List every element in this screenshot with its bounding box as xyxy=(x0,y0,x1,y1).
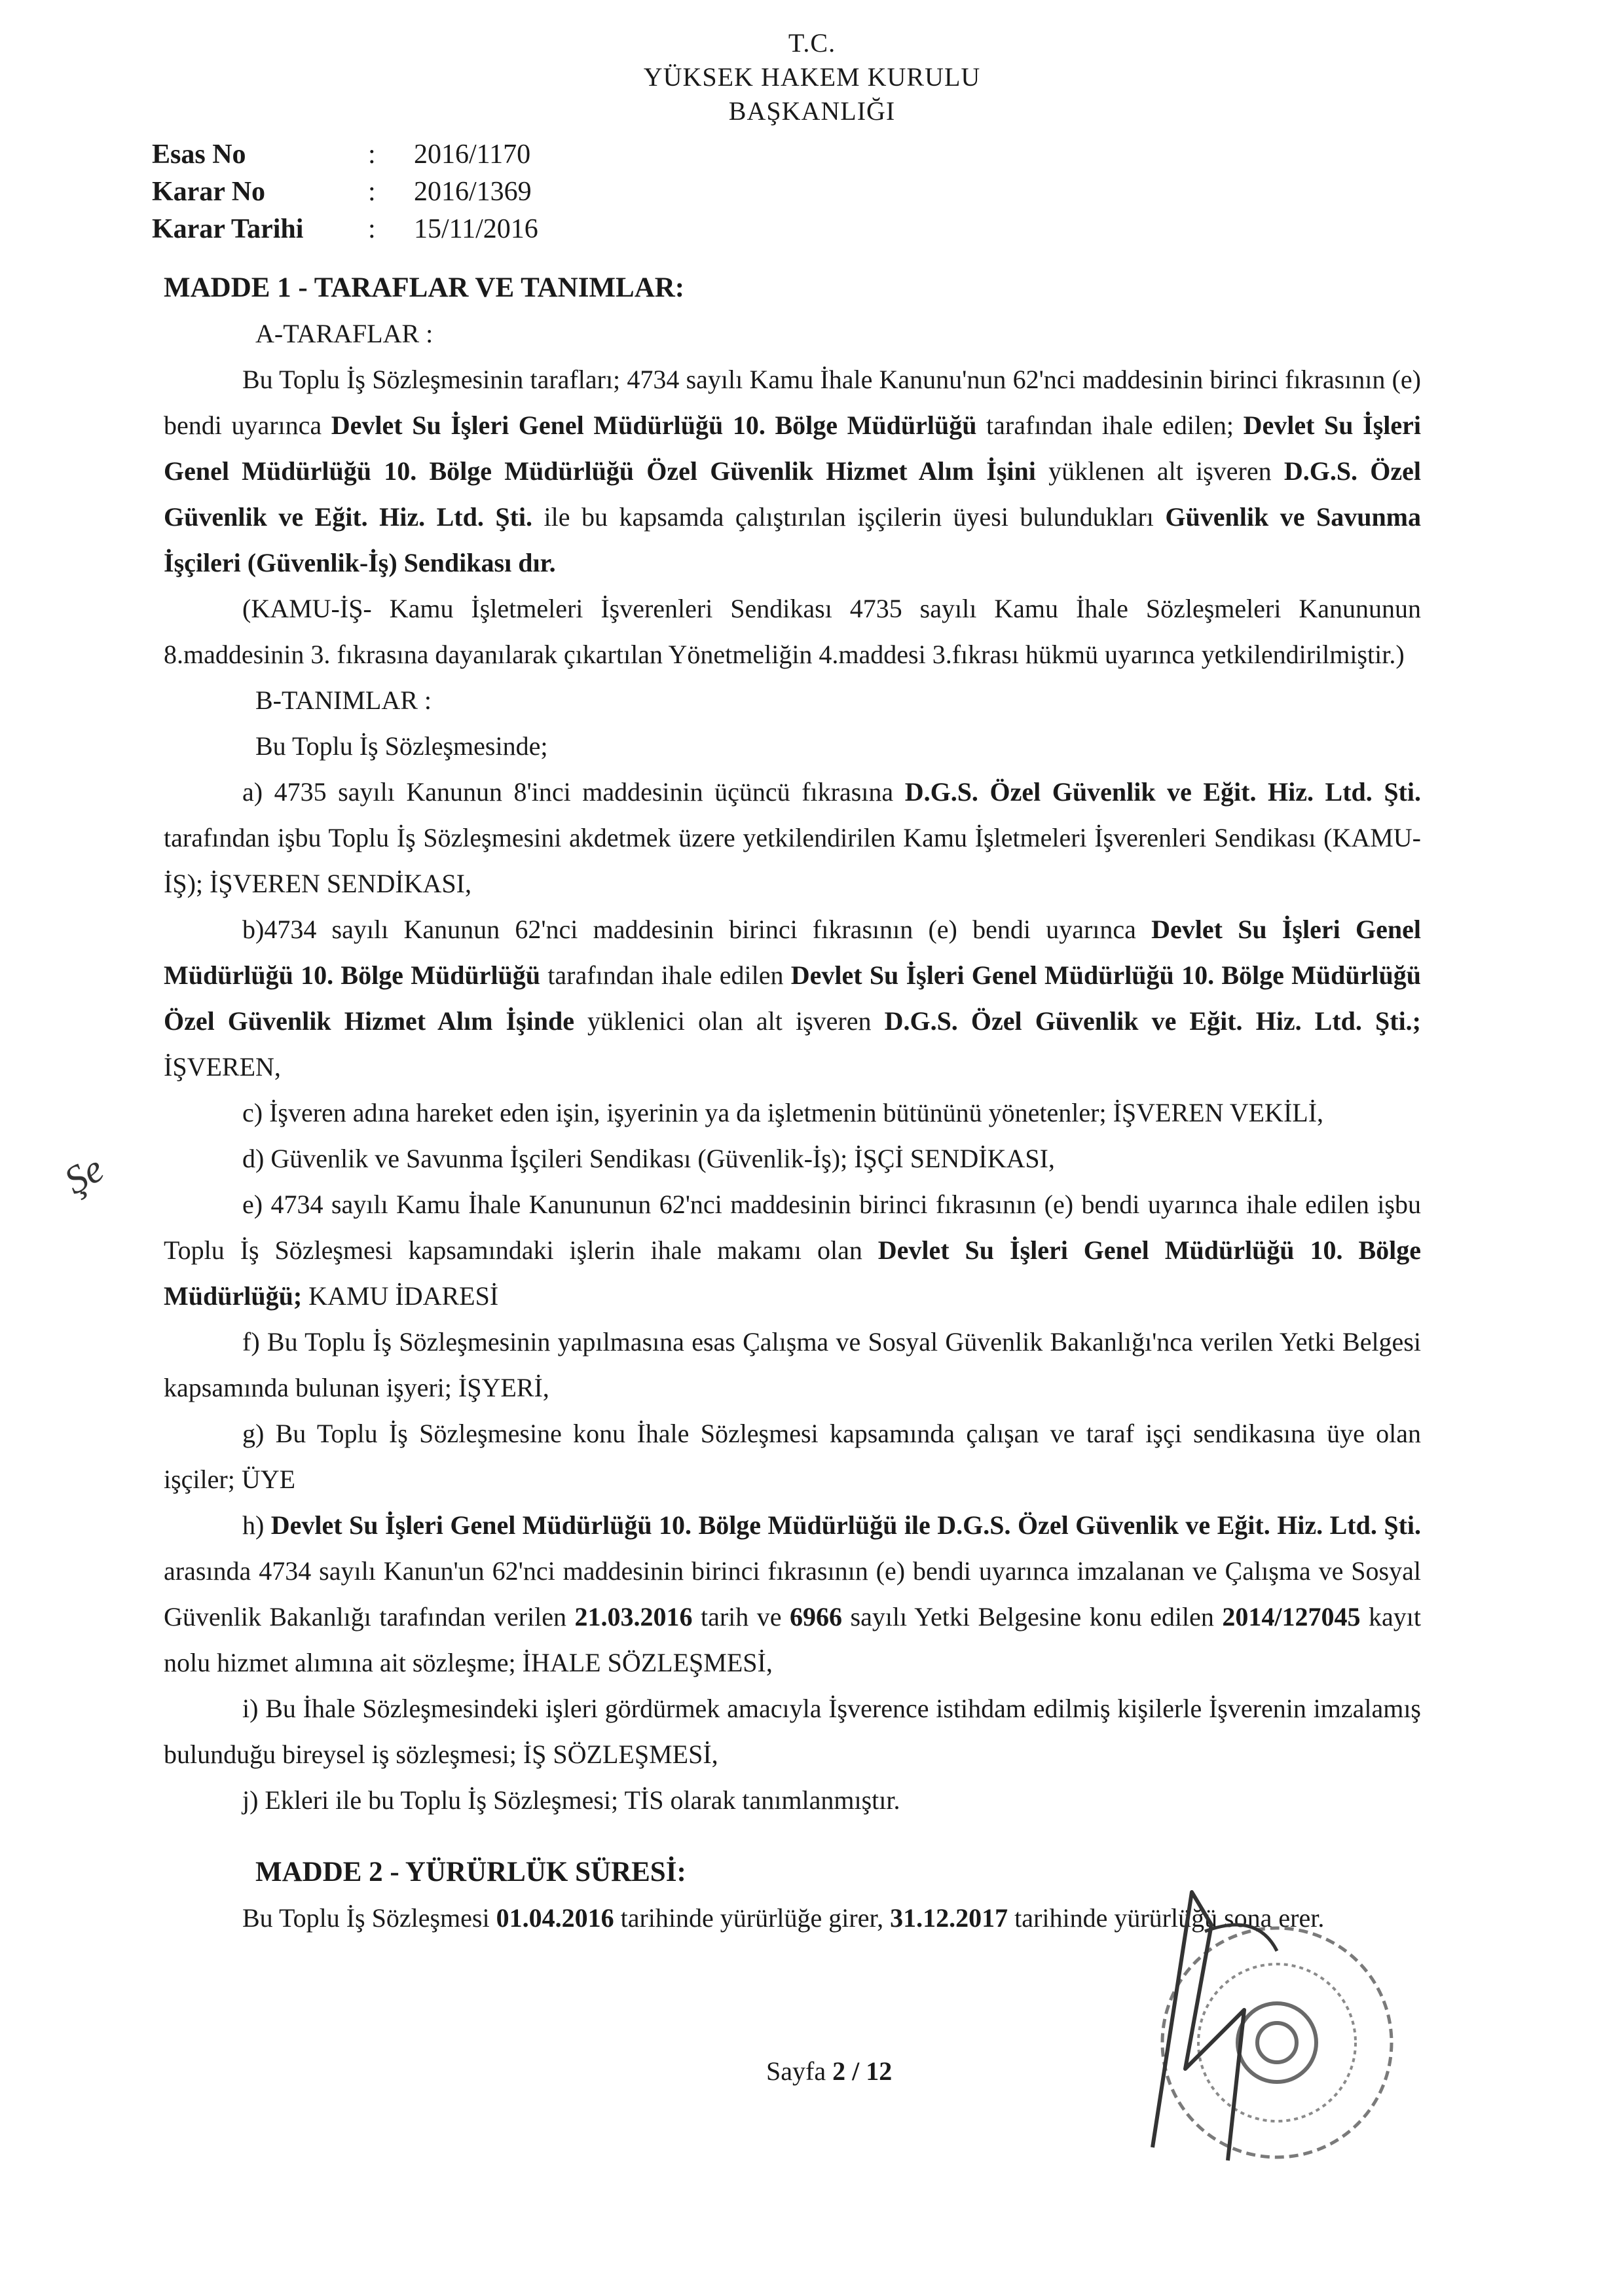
esas-label: Esas No xyxy=(152,139,246,170)
bold-run: 31.12.2017 xyxy=(890,1903,1008,1933)
text-run: a) 4735 sayılı Kanunun 8'inci maddesinin üçüncü fıkrasına xyxy=(242,777,905,807)
karar-label: Karar No xyxy=(152,177,266,207)
definition-a xyxy=(164,769,1421,907)
page-footer xyxy=(766,2056,892,2086)
bold-run: Devlet Su İşleri Genel Müdürlüğü 10. Bölge Müdürlüğü; xyxy=(164,1235,1421,1311)
definition-j: j) Ekleri ile bu Toplu İş Sözleşmesi; TİS olarak tanımlanmıştır. xyxy=(242,1785,900,1815)
meta-row-esas xyxy=(152,136,538,173)
bold-run: Devlet Su İşleri Genel Müdürlüğü 10. Bölge Müdürlüğü Özel Güvenlik Hizmet Alım İşinde xyxy=(164,960,1421,1036)
meta-row-tarih xyxy=(152,211,538,248)
definition-g: g) Bu Toplu İş Sözleşmesine konu İhale Sözleşmesi kapsamında çalışan ve taraf işçi sendikasına üye olan işçiler; ÜYE xyxy=(164,1419,1421,1494)
document-header xyxy=(0,26,1624,128)
tanimlar-heading: B-TANIMLAR : xyxy=(255,685,432,715)
bold-run: Devlet Su İşleri Genel Müdürlüğü 10. Bölge Müdürlüğü Özel Güvenlik Hizmet Alım İşini xyxy=(164,410,1421,486)
bold-run: D.G.S. Özel Güvenlik ve Eğit. Hiz. Ltd. Şti.; xyxy=(884,1006,1422,1036)
handwritten-initial: Şe xyxy=(57,1146,111,1203)
text-run: ile bu kapsamda çalıştırılan işçilerin üyesi bulundukları xyxy=(532,502,1166,532)
definition-d: d) Güvenlik ve Savunma İşçileri Sendikası (Güvenlik-İş); İŞÇİ SENDİKASI, xyxy=(242,1144,1055,1173)
text-run: e) 4734 sayılı Kamu İhale Kanununun 62'nci maddesinin birinci fıkrasının (e) bendi uyarınca ihale edilen işbu Toplu İş Sözleşmesi kapsamındaki işlerin ihale makamı olan xyxy=(164,1190,1421,1265)
text-run: b)4734 sayılı Kanunun 62'nci maddesinin birinci fıkrasının (e) bendi uyarınca xyxy=(242,915,1152,944)
taraflar-heading: A-TARAFLAR : xyxy=(255,319,434,348)
esas-value: 2016/1170 xyxy=(414,139,531,170)
text-run: h) xyxy=(242,1510,271,1540)
definition-i: i) Bu İhale Sözleşmesindeki işleri gördürmek amacıyla İşverence istihdam edilmiş kişilerle İşverenin imzalamış bulunduğu bireysel iş sözleşmesi; İŞ SÖZLEŞMESİ, xyxy=(164,1694,1421,1769)
text-run: Bu Toplu İş Sözleşmesinin tarafları; 4734 sayılı Kamu İhale Kanunu'nun 62'nci maddesinin birinci fıkrasının (e) bendi uyarınca xyxy=(164,365,1421,440)
page-label: Sayfa xyxy=(766,2056,826,2086)
definition-f: f) Bu Toplu İş Sözleşmesinin yapılmasına esas Çalışma ve Sosyal Güvenlik Bakanlığı'nca verilen Yetki Belgesi kapsamında bulunan işyeri; İŞYERİ, xyxy=(164,1327,1421,1402)
text-run: Bu Toplu İş Sözleşmesi xyxy=(242,1903,496,1933)
meta-colon: : xyxy=(368,214,376,244)
bold-run: Devlet Su İşleri Genel Müdürlüğü 10. Bölge Müdürlüğü xyxy=(331,410,977,440)
definition-h xyxy=(164,1503,1421,1686)
tanimlar-intro: Bu Toplu İş Sözleşmesinde; xyxy=(255,731,548,761)
text-run: KAMU İDARESİ xyxy=(302,1281,499,1311)
karar-value: 2016/1369 xyxy=(414,177,532,207)
text-run: arasında 4734 sayılı Kanun'un 62'nci maddesinin birinci fıkrasının (e) bendi uyarınca imzalanan ve Çalışma ve Sosyal Güvenlik Bakanlığı tarafından verilen xyxy=(164,1556,1421,1631)
madde2-heading: MADDE 2 - YÜRÜRLÜK SÜRESİ: xyxy=(255,1857,686,1887)
bold-run: 6966 xyxy=(790,1602,843,1631)
text-run: tarafından ihale edilen; xyxy=(976,410,1244,440)
text-run: yüklenici olan alt işveren xyxy=(574,1006,885,1036)
taraflar-paragraph xyxy=(164,357,1421,586)
text-run: tarihinde yürürlüğü sona erer. xyxy=(1008,1903,1325,1933)
text-run: İŞVEREN, xyxy=(164,1052,281,1082)
bold-run: Devlet Su İşleri Genel Müdürlüğü 10. Bölge Müdürlüğü ile D.G.S. Özel Güvenlik ve Eğit. Hiz. Ltd. Şti. xyxy=(270,1510,1422,1540)
text-run: tarih ve xyxy=(692,1602,790,1631)
meta-colon: : xyxy=(368,177,376,207)
tarih-label: Karar Tarihi xyxy=(152,214,304,244)
definition-b xyxy=(164,907,1421,1090)
bold-run: 01.04.2016 xyxy=(496,1903,614,1933)
text-run: tarafından işbu Toplu İş Sözleşmesini akdetmek üzere yetkilendirilen Kamu İşletmeleri İşverenleri Sendikası (KAMU-İŞ); İŞVEREN SENDİKASI, xyxy=(164,823,1421,898)
tarih-value: 15/11/2016 xyxy=(414,214,538,244)
official-stamp-icon xyxy=(1113,1872,1428,2174)
page-number: 2 / 12 xyxy=(832,2056,893,2086)
header-line-3: BAŞKANLIĞI xyxy=(728,96,896,126)
meta-row-karar xyxy=(152,173,538,211)
madde1-heading: MADDE 1 - TARAFLAR VE TANIMLAR: xyxy=(164,272,685,303)
definition-c: c) İşveren adına hareket eden işin, işyerinin ya da işletmenin bütününü yönetenler; İŞVEREN VEKİLİ, xyxy=(242,1098,1324,1127)
meta-colon: : xyxy=(368,139,376,170)
bold-run: Devlet Su İşleri Genel Müdürlüğü 10. Bölge Müdürlüğü xyxy=(164,915,1421,990)
bold-run: Güvenlik ve Savunma İşçileri (Güvenlik-İş) Sendikası dır. xyxy=(164,502,1422,577)
definition-e xyxy=(164,1182,1421,1319)
bold-run: 2014/127045 xyxy=(1222,1602,1361,1631)
text-run: yüklenen alt işveren xyxy=(1035,456,1284,486)
section-gap xyxy=(164,1823,1421,1850)
text-run: kayıt nolu hizmet alımına ait sözleşme; İHALE SÖZLEŞMESİ, xyxy=(164,1602,1422,1677)
text-run: tarihinde yürürlüğe girer, xyxy=(614,1903,891,1933)
text-run: tarafından ihale edilen xyxy=(540,960,791,990)
text-run: sayılı Yetki Belgesine konu edilen xyxy=(842,1602,1223,1631)
bold-run: D.G.S. Özel Güvenlik ve Eğit. Hiz. Ltd. Şti. xyxy=(164,456,1421,532)
document-body xyxy=(164,265,1421,1941)
header-line-2: YÜKSEK HAKEM KURULU xyxy=(643,62,981,92)
bold-run: D.G.S. Özel Güvenlik ve Eğit. Hiz. Ltd. Şti. xyxy=(904,777,1421,807)
kamu-is-paragraph: (KAMU-İŞ- Kamu İşletmeleri İşverenleri Sendikası 4735 sayılı Kamu İhale Sözleşmeleri Kanununun 8.maddesinin 3. fıkrasına dayanılarak çıkartılan Yönetmeliğin 4.maddesi 3.fıkrası hükmü uyarınca yetkilendirilmiştir.) xyxy=(164,594,1421,669)
decision-meta xyxy=(152,136,538,248)
header-line-1: T.C. xyxy=(788,28,836,58)
bold-run: 21.03.2016 xyxy=(574,1602,693,1631)
